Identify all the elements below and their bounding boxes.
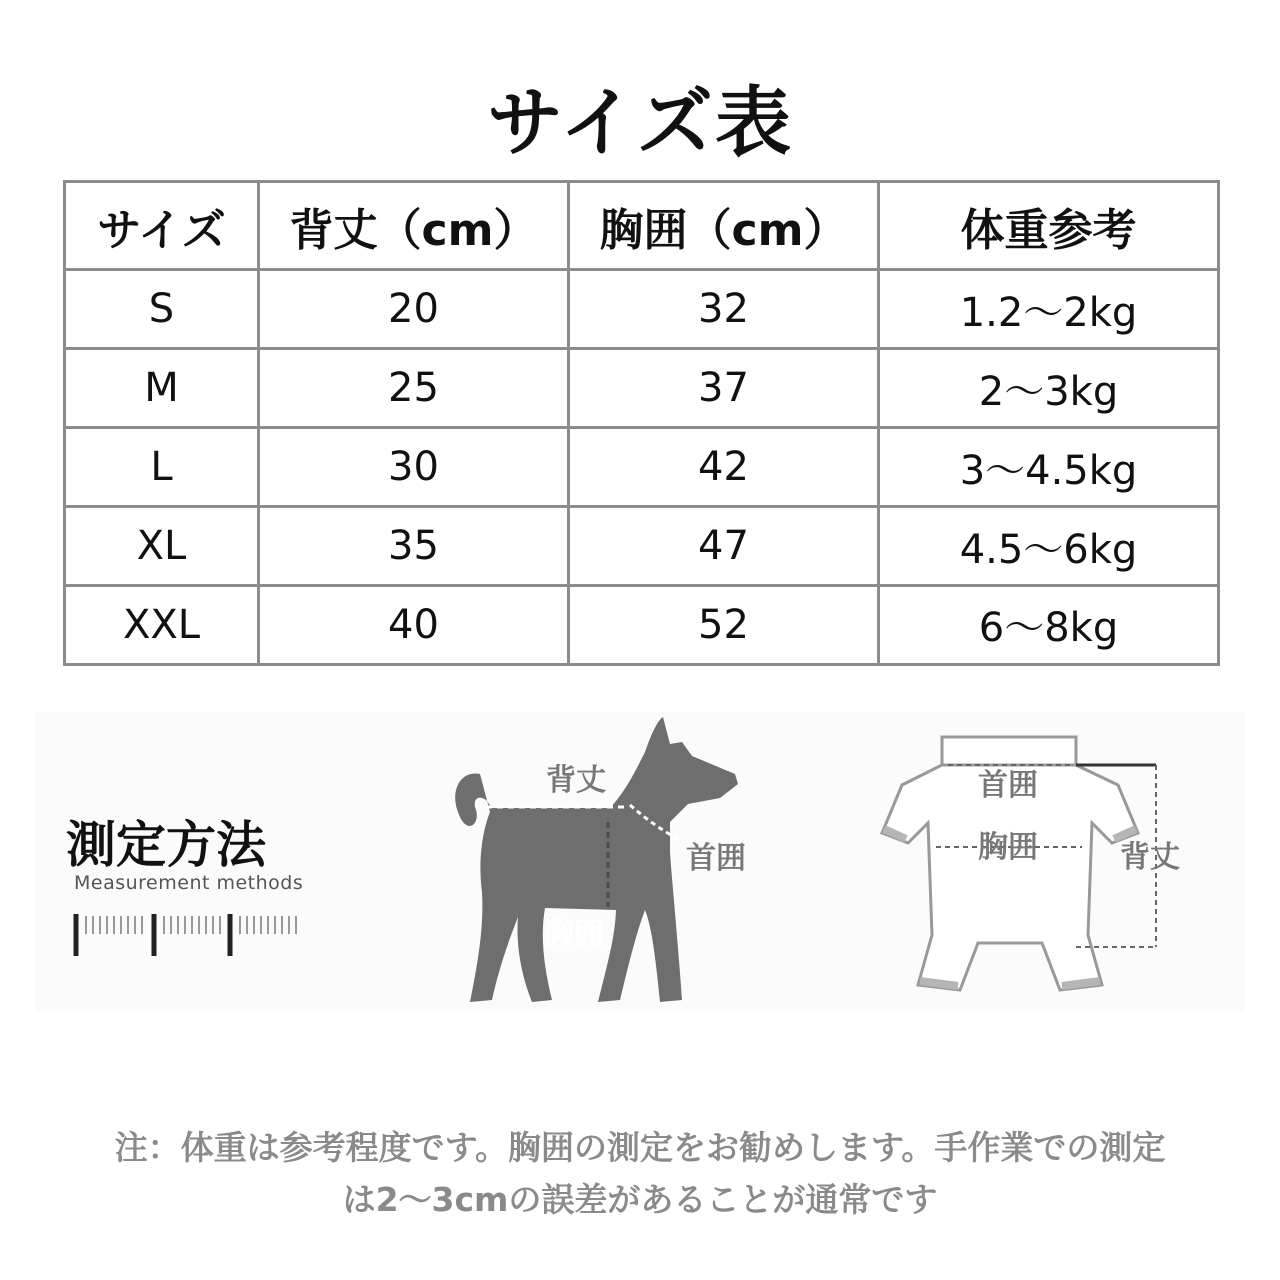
table-row (65, 349, 1219, 428)
cell-chest: 37 (569, 349, 879, 428)
garment-back-label: 背丈 (1120, 840, 1180, 875)
cell-size: XL (65, 507, 259, 586)
cell-weight: 1.2～2kg (879, 270, 1219, 349)
header-chest: 胸囲（cm） (569, 182, 879, 270)
garment-chest-label: 胸囲 (978, 830, 1038, 865)
dog-chest-label: 胸囲 (544, 917, 604, 952)
cell-chest: 52 (569, 585, 879, 664)
cell-weight: 2～3kg (879, 349, 1219, 428)
garment-neck-label: 首囲 (978, 768, 1038, 803)
table-header-row (65, 182, 1219, 270)
footnote (40, 1122, 1240, 1226)
cell-size: M (65, 349, 259, 428)
table-row (65, 585, 1219, 664)
cell-back-length: 35 (259, 507, 569, 586)
dog-diagram (420, 712, 780, 1012)
cell-back-length: 25 (259, 349, 569, 428)
cell-size: L (65, 428, 259, 507)
table-row (65, 428, 1219, 507)
ruler-icon (70, 912, 310, 962)
cell-weight: 4.5～6kg (879, 507, 1219, 586)
footnote-line-2: は2～3cmの誤差があることが通常です (342, 1180, 938, 1219)
header-size: サイズ (65, 182, 259, 270)
cell-size: XXL (65, 585, 259, 664)
cell-back-length: 20 (259, 270, 569, 349)
footnote-line-1: 注：体重は参考程度です。胸囲の測定をお勧めします。手作業での測定 (114, 1128, 1166, 1167)
cell-chest: 42 (569, 428, 879, 507)
measurement-title: 測定方法 (66, 816, 266, 874)
size-table (63, 180, 1220, 666)
header-back-length: 背丈（cm） (259, 182, 569, 270)
garment-diagram (870, 725, 1230, 1005)
cell-chest: 47 (569, 507, 879, 586)
cell-back-length: 40 (259, 585, 569, 664)
table-row (65, 507, 1219, 586)
cell-weight: 3～4.5kg (879, 428, 1219, 507)
dog-back-label: 背丈 (546, 763, 606, 798)
header-weight: 体重参考 (879, 182, 1219, 270)
measurement-subtitle: Measurement methods (74, 872, 304, 894)
cell-size: S (65, 270, 259, 349)
cell-chest: 32 (569, 270, 879, 349)
cell-weight: 6～8kg (879, 585, 1219, 664)
page-title: サイズ表 (487, 78, 793, 167)
cell-back-length: 30 (259, 428, 569, 507)
dog-neck-label: 首囲 (686, 841, 746, 876)
table-row (65, 270, 1219, 349)
